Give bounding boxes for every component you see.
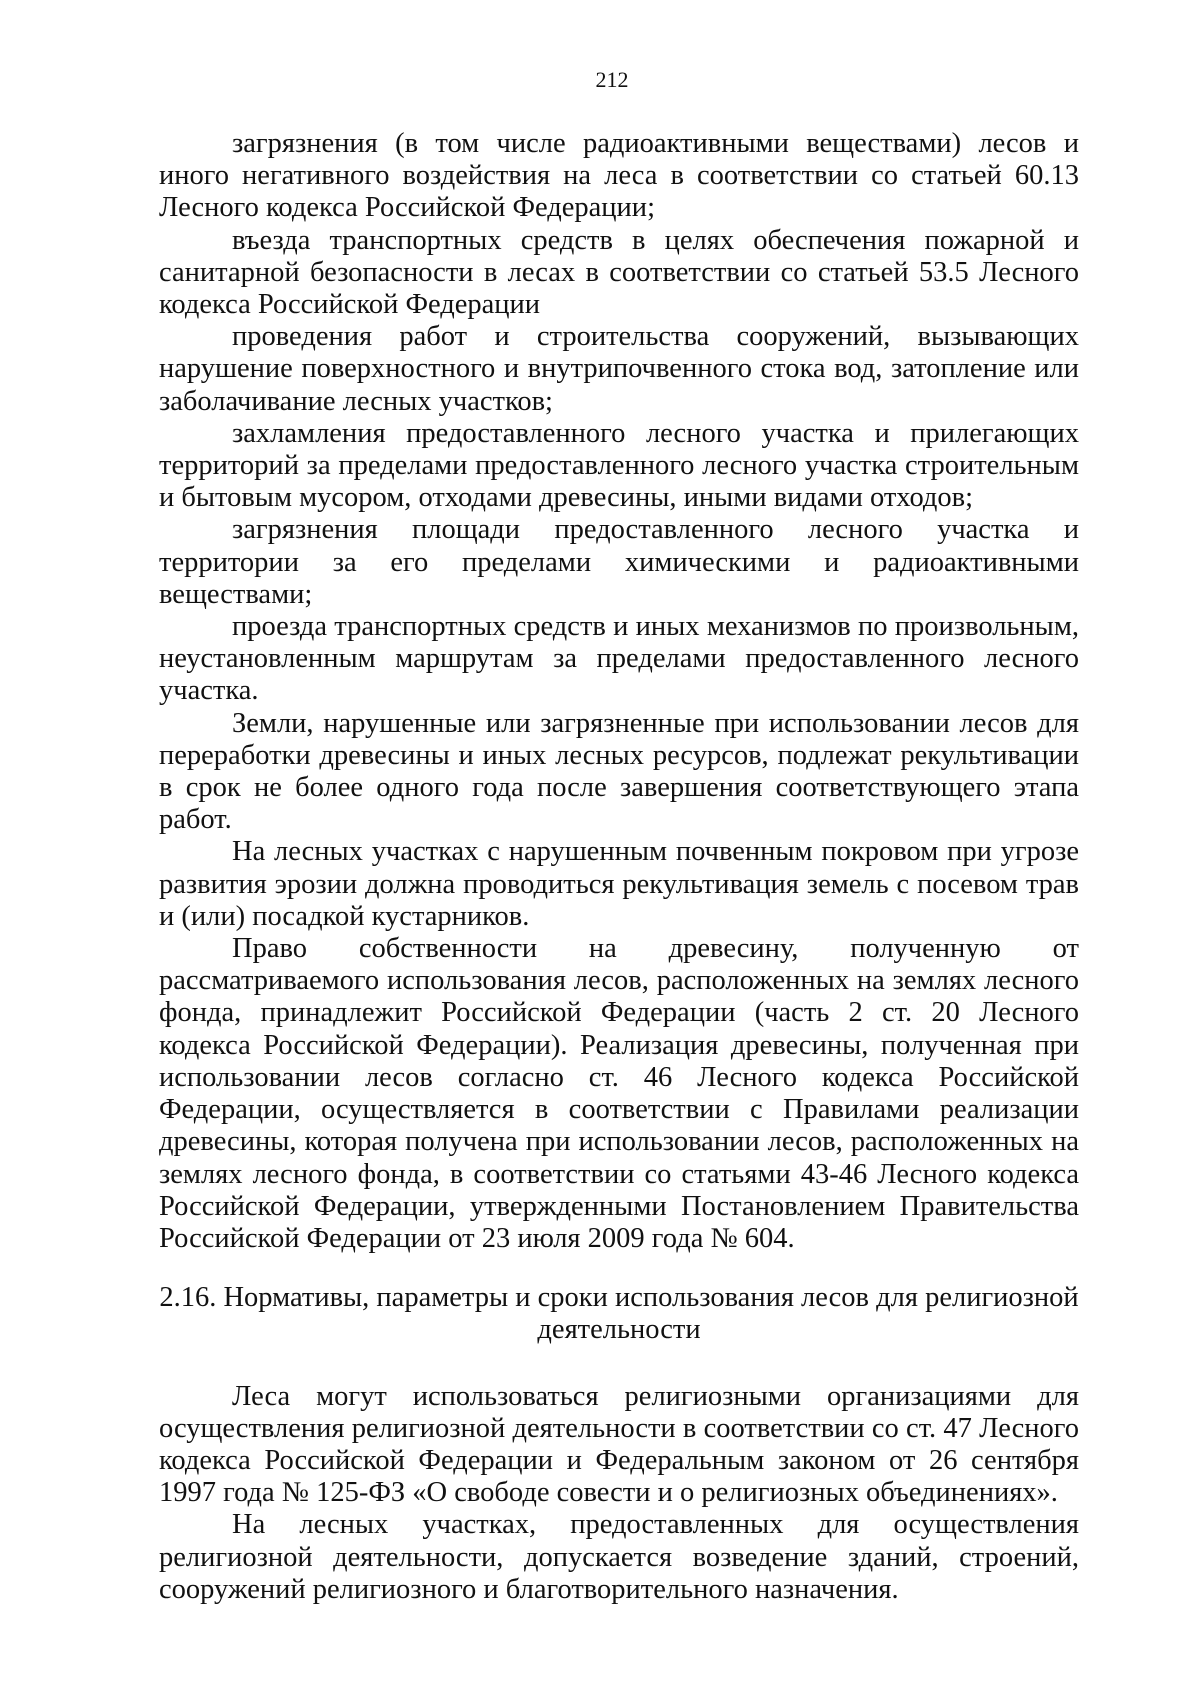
- paragraph: Право собственности на древесину, полученную от рассматриваемого использования лесов, расположенных на землях лесного фонда, принадлежит Российской Федерации (часть 2 ст. 20 Лесного кодекса Российской Федерации). Реализация древесины, полученная при использовании лесов согласно ст. 46 Лесного кодекса Российской Федерации, осуществляется в соответствии с Правилами реализации древесины, которая получена при использовании лесов, расположенных на землях лесного фонда, в соответствии со статьями 43-46 Лесного кодекса Российской Федерации, утвержденными Постановлением Правительства Российской Федерации от 23 июля 2009 года № 604.: [159, 933, 1079, 1254]
- section-title: [159, 1282, 1079, 1346]
- paragraph: въезда транспортных средств в целях обеспечения пожарной и санитарной безопасности в лесах в соответствии со статьей 53.5 Лесного кодекса Российской Федерации: [159, 224, 1079, 321]
- paragraph: На лесных участках, предоставленных для осуществления религиозной деятельности, допускается возведение зданий, строений, сооружений религиозного и благотворительного назначения.: [159, 1509, 1079, 1605]
- section-title-line: 2.16. Нормативы, параметры и сроки использования лесов для религиозной: [159, 1282, 1079, 1314]
- paragraph: Леса могут использоваться религиозными организациями для осуществления религиозной деятельности в соответствии со ст. 47 Лесного кодекса Российской Федерации и Федеральным законом от 26 сентября 1997 года № 125-ФЗ «О свободе совести и о религиозных объединениях».: [159, 1380, 1079, 1509]
- paragraph: На лесных участках с нарушенным почвенным покровом при угрозе развития эрозии должна проводиться рекультивация земель с посевом трав и (или) посадкой кустарников.: [159, 836, 1079, 932]
- paragraph: захламления предоставленного лесного участка и прилегающих территорий за пределами предоставленного лесного участка строительным и бытовым мусором, отходами древесины, иными видами отходов;: [159, 417, 1079, 514]
- page-number: 212: [595, 67, 629, 92]
- section-title-line: деятельности: [537, 1314, 701, 1346]
- paragraph: загрязнения (в том числе радиоактивными веществами) лесов и иного негативного воздействия на леса в соответствии со статьей 60.13 Лесного кодекса Российской Федерации;: [159, 128, 1079, 224]
- paragraph: проведения работ и строительства сооружений, вызывающих нарушение поверхностного и внутрипочвенного стока вод, затопление или заболачивание лесных участков;: [159, 321, 1079, 417]
- paragraph: проезда транспортных средств и иных механизмов по произвольным, неустановленным маршрутам за пределами предоставленного лесного участка.: [159, 611, 1079, 707]
- paragraph: загрязнения площади предоставленного лесного участка и территории за его пределами химическими и радиоактивными веществами;: [159, 514, 1079, 610]
- paragraph: Земли, нарушенные или загрязненные при использовании лесов для переработки древесины и иных лесных ресурсов, подлежат рекультивации в срок не более одного года после завершения соответствующего этапа работ.: [159, 707, 1079, 836]
- document-body: [159, 128, 1079, 1606]
